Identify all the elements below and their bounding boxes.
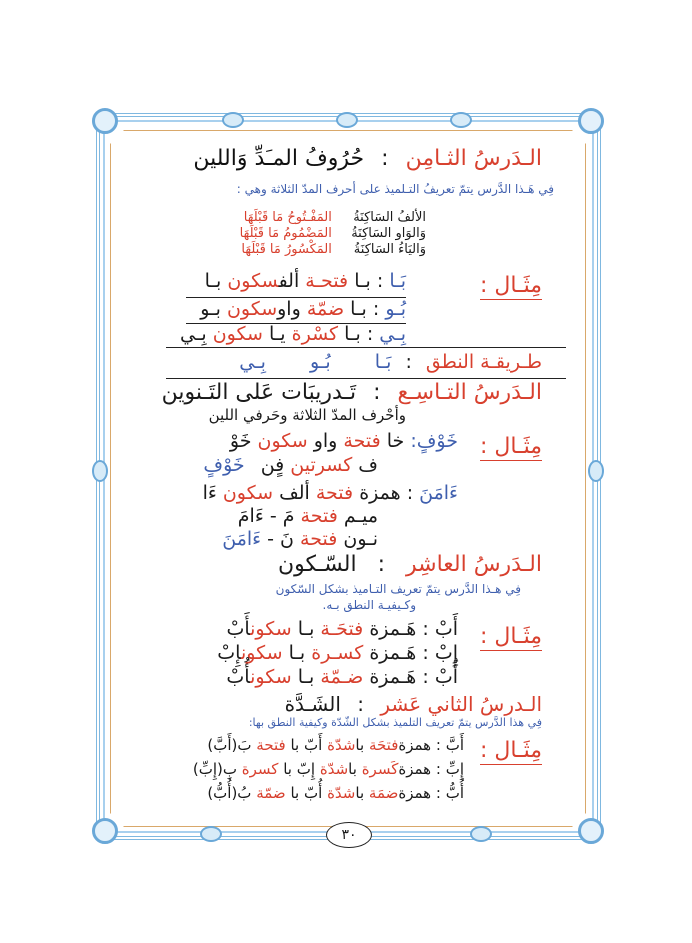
example-label: مِثَـال : — [480, 624, 542, 649]
example-row: ءَامَنَ : همزة فتحة ألف سكون ءَا — [202, 482, 458, 504]
lesson8-header — [193, 146, 542, 171]
lesson-title: حُرُوفُ المـَدِّ وَاللين — [193, 146, 365, 171]
border-knot-icon — [450, 112, 472, 128]
border-knot-icon — [200, 826, 222, 842]
lesson9-subtitle: وأحْرف المدّ الثلاثة وحَرفي اللين — [208, 406, 406, 424]
colon: : — [381, 146, 389, 171]
lesson-label: الـدَرسُ الثـامِن — [405, 146, 542, 171]
madd-letter-row: وَالوَاو السَاكِنَةُ المَضْمُومُ مَا قَبْلَهَا — [239, 226, 426, 241]
madd-letters-list — [240, 210, 426, 258]
example-row: بِـي : بـا كسْرة يـا سكون بِـي — [179, 323, 406, 345]
example-row: أُبُّ : همزةضمَة باشدّة أُبّ با ضمّة بُ(أُبُّ) — [207, 784, 464, 802]
example-row: خَوْفٍ: خا فتحة واو سكون خَوْ — [229, 430, 458, 452]
border-knot-icon — [222, 112, 244, 128]
example-label: مِثَـال : — [480, 738, 542, 763]
madd-letter-row: وَاليَاءُ السَاكِنَةُ المَكْسُورُ مَا قَبْلَهَا — [241, 242, 426, 257]
lesson12-intro: فِي هذا الدَّرس يتمّ تعريف التلميذ بشكل الشّدّة وكيفية النطق بها: — [248, 716, 542, 729]
example-row: ف كسرتين فٍن خَوْفٍ — [203, 454, 378, 476]
lesson10-header: الـدَرسُ العاشِر : السّـكون — [278, 552, 542, 577]
example-row: أَبَّ : همزةفتحَة باشدّة أَبّ با فتحة بَ(أَبَّ) — [207, 736, 464, 754]
lesson8-intro: فِي هَـذا الدَّرس يتمّ تعريفُ التـلميذ على أحرف المدّ الثلاثة وهي : — [236, 182, 554, 196]
corner-knot-icon — [578, 108, 604, 134]
divider — [166, 347, 566, 348]
example-row: ميـم فتحة مَ - ءَامَ — [237, 505, 378, 527]
example-label: مِثَـال : — [480, 434, 542, 459]
example-row: أُبْ : هَـمزة ضـمّة بـا سكونأُبْ — [226, 666, 458, 688]
example-row: بَـا : بـا فتحـة ألفسكون بـا — [204, 270, 406, 292]
lesson12-header: الـدرسُ الثاني عَشر : الشَـدَّة — [284, 692, 542, 716]
example-row: إِبِّ : همزةكَسرة باشدّة إِبّ با كسرة بِ(إِبِّ) — [192, 760, 464, 778]
corner-knot-icon — [578, 818, 604, 844]
corner-knot-icon — [92, 818, 118, 844]
border-knot-icon — [588, 460, 604, 482]
border-knot-icon — [92, 460, 108, 482]
pronunciation-row: طـريقـة النطق : بَـا بُـو بِـي — [239, 351, 542, 373]
lesson10-intro: وكـيفيـة النطق بـه. — [322, 598, 416, 612]
lesson9-header: الـدَرسُ التـاسِـع : تَـدريبَات عَلى التَـنوين — [161, 380, 542, 405]
page-number: ٣٠ — [326, 822, 372, 848]
example-label: مِثَـال : — [480, 273, 542, 298]
example-row: إِبْ : هَـمزة كسـرة بـا سكونإِبْ — [217, 642, 458, 664]
example-row: بُـو : بـا ضمّة واوسكون بـو — [200, 298, 406, 320]
corner-knot-icon — [92, 108, 118, 134]
lesson10-intro: فِي هـذا الدَّرس يتمّ تعريف التـاميذ بشكل السّكون — [275, 582, 521, 596]
madd-letter-row: الألفُ السَاكِنَةُ المَفْـتُوحُ مَا قَبْلَهَا — [243, 210, 426, 225]
example-row: أَبْ : هَـمزة فتحَـة بـا سكونأَبْ — [226, 618, 458, 640]
example-row: نـون فتحة نَ - ءَامَنَ — [222, 528, 378, 550]
divider — [166, 378, 566, 379]
border-knot-icon — [470, 826, 492, 842]
border-knot-icon — [336, 112, 358, 128]
